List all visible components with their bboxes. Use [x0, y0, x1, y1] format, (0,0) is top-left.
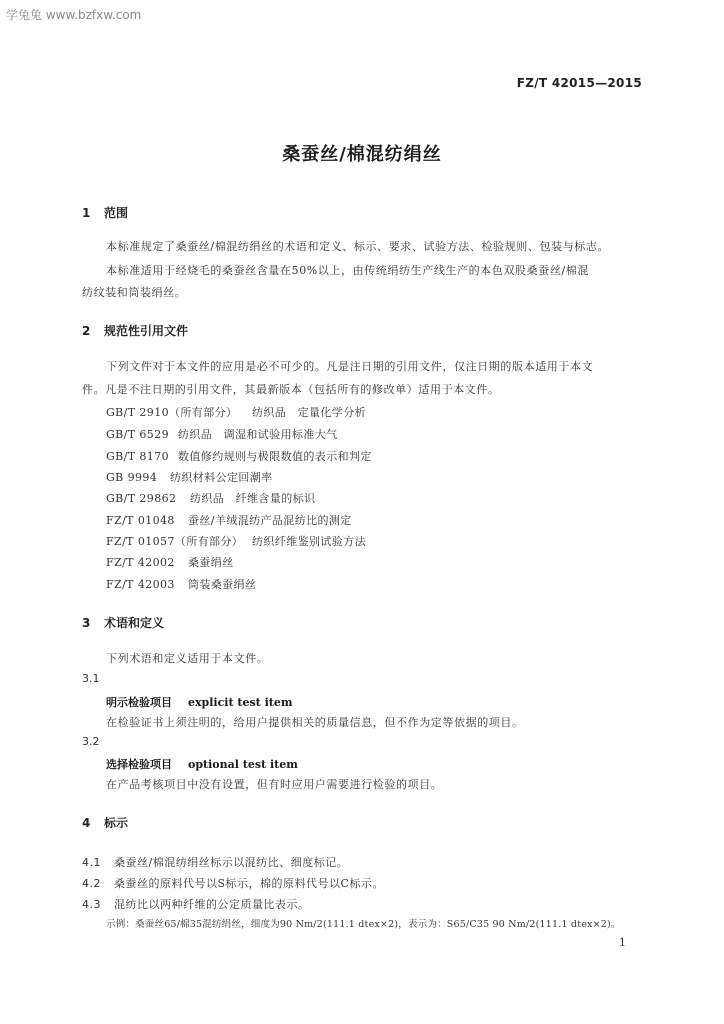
- clause-text: 桑蚕丝的原料代号以S标示，棉的原料代号以C标示。: [114, 877, 384, 890]
- paragraph: 本标准适用于经烧毛的桑蚕丝含量在50%以上，由传统绢纺生产线生产的本色双股桑蚕丝/棉混: [106, 264, 589, 277]
- clause-item: [82, 896, 310, 912]
- reference-title: 纺织品 调湿和试验用标准大气: [178, 428, 338, 441]
- reference-code: FZ/T 42002: [106, 556, 175, 569]
- section-1-heading: [82, 204, 128, 221]
- reference-code: GB 9994: [106, 471, 158, 484]
- term-definition: 在检验证书上须注明的，给用户提供相关的质量信息，但不作为定等依据的项目。: [106, 716, 524, 729]
- paragraph: 件。凡是不注日期的引用文件，其最新版本（包括所有的修改单）适用于本文件。: [82, 383, 500, 396]
- reference-code: FZ/T 42003: [106, 578, 175, 591]
- reference-item: [106, 576, 256, 592]
- page-number: 1: [619, 936, 626, 949]
- clause-item: [82, 854, 348, 870]
- section-title: 范围: [104, 206, 129, 220]
- paragraph: 纺纹装和筒装绢丝。: [82, 286, 187, 299]
- section-title: 标示: [104, 816, 129, 830]
- reference-code: GB/T 29862: [106, 492, 177, 505]
- reference-title: 蚕丝/羊绒混纺产品混纺比的测定: [188, 514, 352, 527]
- reference-item: [106, 469, 273, 485]
- term-entry: [106, 756, 298, 772]
- section-title: 术语和定义: [104, 616, 165, 630]
- term-chinese: 明示检验项目: [106, 696, 172, 709]
- term-chinese: 选择检验项目: [106, 758, 172, 771]
- clause-item: [82, 875, 384, 891]
- clause-text: 桑蚕丝/棉混纺绢丝标示以混纺比、细度标记。: [114, 856, 349, 869]
- reference-title: 纺织品 纤维含量的标识: [190, 492, 316, 505]
- section-4-heading: [82, 814, 128, 831]
- reference-item: [106, 533, 366, 549]
- term-definition: 在产品考核项目中没有设置，但有时应用户需要进行检验的项目。: [106, 778, 443, 791]
- reference-title: 纺织材料公定回潮率: [170, 471, 273, 484]
- watermark: 学兔兔 www.bzfxw.com: [6, 8, 142, 22]
- clause-number: 4.1: [82, 856, 101, 869]
- reference-item: [106, 448, 372, 464]
- clause-number: 3.1: [82, 672, 100, 685]
- reference-item: [106, 490, 315, 506]
- paragraph: 下列术语和定义适用于本文件。: [106, 652, 269, 665]
- reference-code: GB/T 8170: [106, 450, 170, 463]
- clause-number: 3.2: [82, 735, 100, 748]
- section-3-heading: [82, 614, 164, 631]
- term-english: optional test item: [188, 758, 298, 771]
- reference-title: 筒装桑蚕绢丝: [188, 578, 257, 591]
- reference-title: 数值修约规则与极限数值的表示和判定: [178, 450, 372, 463]
- clause-number: 4.2: [82, 877, 101, 890]
- paragraph: 下列文件对于本文件的应用是必不可少的。凡是注日期的引用文件，仅注日期的版本适用于本文: [106, 360, 594, 373]
- section-2-heading: [82, 322, 188, 339]
- term-english: explicit test item: [188, 696, 293, 709]
- reference-code: FZ/T 01048: [106, 514, 175, 527]
- clause-text: 混纺比以两种纤维的公定质量比表示。: [114, 898, 310, 911]
- reference-item: [106, 512, 352, 528]
- paragraph: 本标准规定了桑蚕丝/棉混纺绢丝的术语和定义、标示、要求、试验方法、检验规则、包装与标志。: [106, 240, 610, 253]
- reference-code: GB/T 6529: [106, 428, 170, 441]
- page-title: 桑蚕丝/棉混纺绢丝: [282, 144, 442, 165]
- section-number: 3: [82, 616, 91, 630]
- reference-title: 纺织纤维鉴别试验方法: [252, 535, 366, 548]
- reference-title: 桑蚕绢丝: [188, 556, 234, 569]
- example-note: 示例：桑蚕丝65/棉35混纺绢丝，细度为90 Nm/2(111.1 dtex×2)，表示为：S65/C35 90 Nm/2(111.1 dtex×2)。: [106, 919, 621, 930]
- section-number: 1: [82, 206, 91, 220]
- reference-code: GB/T 2910（所有部分）: [106, 406, 238, 419]
- document-number: FZ/T 42015—2015: [516, 76, 642, 90]
- reference-code: FZ/T 01057（所有部分）: [106, 535, 244, 548]
- term-entry: [106, 694, 292, 710]
- reference-item: [106, 554, 234, 570]
- section-number: 2: [82, 324, 91, 338]
- section-title: 规范性引用文件: [104, 324, 189, 338]
- section-number: 4: [82, 816, 91, 830]
- reference-item: [106, 426, 338, 442]
- reference-title: 纺织品 定量化学分析: [252, 406, 366, 419]
- clause-number: 4.3: [82, 898, 101, 911]
- reference-item: [106, 404, 366, 420]
